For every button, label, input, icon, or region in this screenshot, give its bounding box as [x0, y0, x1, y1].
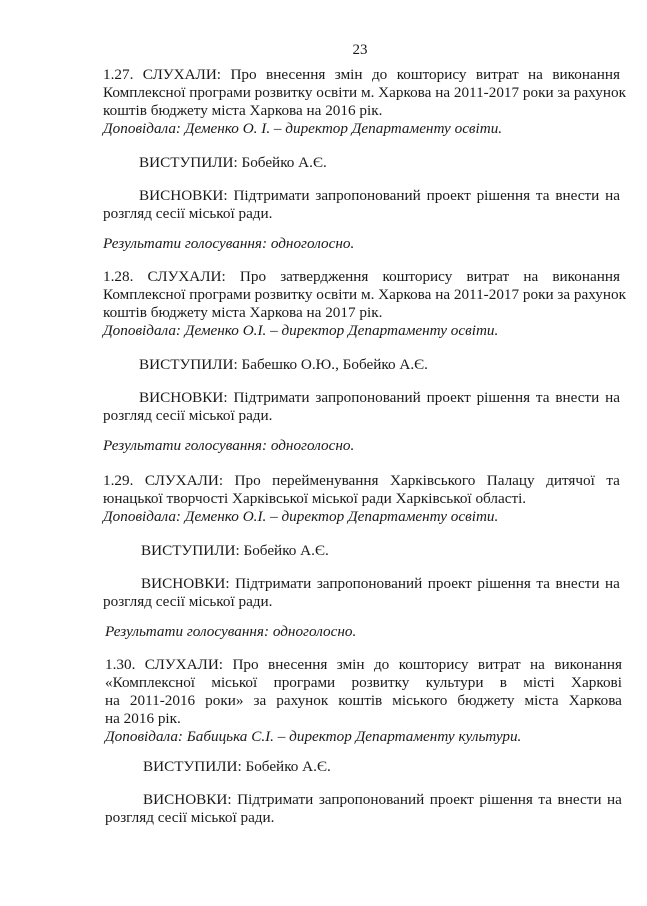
- vote-result: Результати голосування: одноголосно.: [103, 235, 355, 252]
- heard-line: на 2011-2016 роки» за рахунок коштів міського бюджету міста Харкова: [105, 692, 622, 709]
- item-1-29-heard: [103, 472, 620, 526]
- heard-line: 1.27. СЛУХАЛИ: Про внесення змін до кошторису витрат на виконання: [103, 66, 620, 83]
- heard-line: 1.30. СЛУХАЛИ: Про внесення змін до кошторису витрат на виконання: [105, 656, 622, 673]
- reporter: Доповідала: Деменко О.І. – директор Департаменту освіти.: [103, 508, 499, 525]
- speakers: ВИСТУПИЛИ: Бобейко А.Є.: [139, 154, 327, 171]
- heard-line: коштів бюджету міста Харкова на 2016 рік.: [103, 102, 383, 119]
- heard-line: юнацької творчості Харківської міської ради Харківської області.: [103, 490, 527, 507]
- heard-line: Комплексної програми розвитку освіти м. Харкова на 2011-2017 роки за рахунок: [103, 286, 626, 303]
- speakers: ВИСТУПИЛИ: Бобейко А.Є.: [141, 542, 329, 559]
- speakers: ВИСТУПИЛИ: Бабешко О.Ю., Бобейко А.Є.: [139, 356, 428, 373]
- conclusion-line: розгляд сесії міської ради.: [103, 593, 273, 610]
- conclusion-line: ВИСНОВКИ: Підтримати запропонований проект рішення та внести на: [139, 187, 620, 204]
- speakers: ВИСТУПИЛИ: Бобейко А.Є.: [143, 758, 331, 775]
- heard-line: 1.29. СЛУХАЛИ: Про перейменування Харківського Палацу дитячої та: [103, 472, 620, 489]
- vote-result: Результати голосування: одноголосно.: [105, 623, 357, 640]
- conclusion-line: розгляд сесії міської ради.: [103, 407, 273, 424]
- item-1-30-heard: [105, 656, 622, 746]
- item-1-28-heard: [103, 268, 626, 340]
- heard-line: 1.28. СЛУХАЛИ: Про затвердження кошторису витрат на виконання: [103, 268, 620, 285]
- conclusion-line: ВИСНОВКИ: Підтримати запропонований проект рішення та внести на: [139, 389, 620, 406]
- page-number: 23: [352, 42, 368, 58]
- heard-line: коштів бюджету міста Харкова на 2017 рік.: [103, 304, 383, 321]
- conclusion: [103, 389, 620, 425]
- reporter: Доповідала: Деменко О. І. – директор Департаменту освіти.: [103, 120, 503, 137]
- reporter: Доповідала: Деменко О.І. – директор Департаменту освіти.: [103, 322, 499, 339]
- conclusion: [103, 187, 620, 223]
- heard-line: Комплексної програми розвитку освіти м. Харкова на 2011-2017 роки за рахунок: [103, 84, 626, 101]
- reporter: Доповідала: Бабицька С.І. – директор Департаменту культури.: [105, 728, 522, 745]
- conclusion-line: розгляд сесії міської ради.: [103, 205, 273, 222]
- item-1-27-heard: [103, 66, 626, 138]
- conclusion: [105, 791, 622, 827]
- conclusion-line: розгляд сесії міської ради.: [105, 809, 275, 826]
- conclusion-line: ВИСНОВКИ: Підтримати запропонований проект рішення та внести на: [143, 791, 622, 808]
- heard-line: на 2016 рік.: [105, 710, 181, 727]
- heard-line: «Комплексної міської програми розвитку культури в місті Харкові: [105, 674, 622, 691]
- conclusion-line: ВИСНОВКИ: Підтримати запропонований проект рішення та внести на: [141, 575, 620, 592]
- vote-result: Результати голосування: одноголосно.: [103, 437, 355, 454]
- conclusion: [103, 575, 620, 611]
